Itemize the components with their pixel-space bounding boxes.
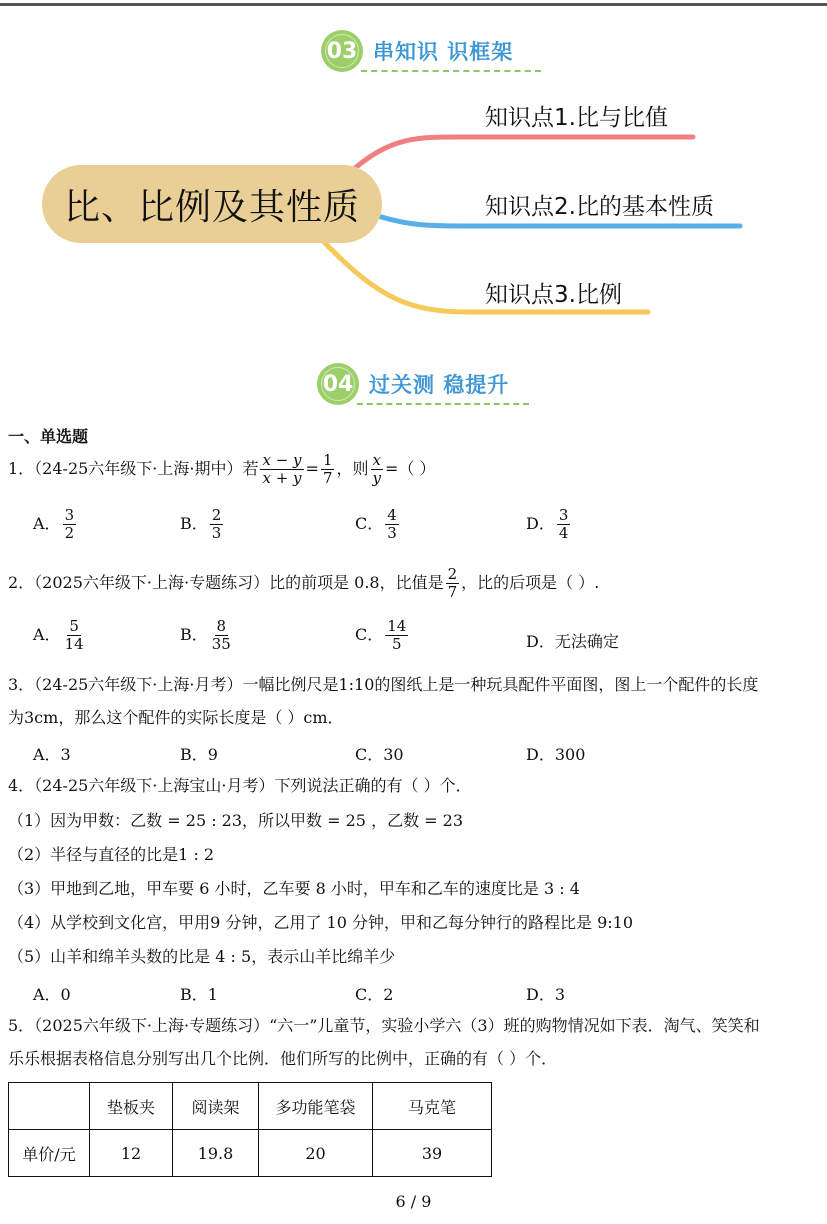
q2-option-d[interactable] bbox=[526, 629, 619, 652]
section-title: 过关测 稳提升 bbox=[369, 373, 510, 397]
q1-fraction-3 bbox=[371, 452, 383, 487]
section-number-badge: 03 bbox=[321, 30, 363, 72]
page-number: 6 / 9 bbox=[395, 1192, 432, 1211]
q3-option-c[interactable]: C．30 bbox=[355, 745, 404, 764]
denominator: 5 bbox=[392, 635, 402, 653]
table-header-cell: 多功能笔袋 bbox=[259, 1083, 373, 1130]
numerator: 2 bbox=[211, 506, 222, 524]
option-label: C． bbox=[355, 625, 384, 644]
q1-text-end: =（ ） bbox=[384, 459, 436, 478]
denominator: 14 bbox=[64, 635, 84, 653]
q4-statement-2: （2）半径与直径的比是1 : 2 bbox=[8, 845, 215, 864]
numerator: x bbox=[372, 451, 381, 469]
q3-option-a[interactable]: A．3 bbox=[33, 745, 71, 764]
option-fraction bbox=[385, 507, 399, 542]
q3-option-d[interactable]: D．300 bbox=[526, 745, 586, 764]
q1-text-a: 1．（24-25六年级下·上海·期中）若 bbox=[8, 459, 259, 478]
q2-option-c[interactable] bbox=[355, 618, 410, 653]
option-fraction bbox=[210, 507, 224, 542]
q1-equals: = bbox=[305, 459, 319, 478]
option-fraction bbox=[385, 618, 408, 653]
option-label: B． bbox=[180, 625, 208, 644]
q1-option-c[interactable] bbox=[355, 507, 401, 542]
q4-option-d[interactable]: D．3 bbox=[526, 985, 566, 1004]
option-label: C． bbox=[355, 514, 384, 533]
q4-option-c[interactable]: C．2 bbox=[355, 985, 394, 1004]
table-row bbox=[9, 1130, 492, 1177]
section-04-header bbox=[317, 363, 537, 407]
option-label: A． bbox=[33, 625, 61, 644]
table-header-cell: 阅读架 bbox=[173, 1083, 259, 1130]
section-number-badge: 04 bbox=[317, 363, 359, 405]
q4-option-a[interactable]: A．0 bbox=[33, 985, 71, 1004]
numerator: 5 bbox=[69, 617, 79, 635]
denominator: x + y bbox=[262, 469, 302, 487]
table-corner-cell bbox=[9, 1083, 90, 1130]
part-heading: 一、单选题 bbox=[8, 427, 89, 446]
q1-fraction-1 bbox=[260, 452, 303, 487]
table-header-cell: 垫板夹 bbox=[90, 1083, 173, 1130]
numerator: 3 bbox=[64, 506, 75, 524]
question-5-line-2: 乐乐根据表格信息分别写出几个比例．他们所写的比例中，正确的有（ ）个． bbox=[8, 1049, 558, 1068]
q1-option-b[interactable] bbox=[180, 507, 225, 542]
option-fraction bbox=[210, 618, 233, 653]
option-text: 无法确定 bbox=[554, 632, 619, 651]
q2-fraction bbox=[446, 566, 460, 601]
option-fraction bbox=[63, 618, 86, 653]
mindmap-root-node: 比、比例及其性质 bbox=[42, 165, 382, 243]
option-label: D． bbox=[526, 632, 555, 651]
q1-text-mid: ，则 bbox=[336, 459, 369, 478]
q4-statement-1: （1）因为甲数：乙数 = 25 : 23，所以甲数 = 25 ，乙数 = 23 bbox=[8, 811, 464, 830]
denominator: 7 bbox=[447, 583, 458, 601]
table-row-label: 单价/元 bbox=[9, 1130, 90, 1177]
denominator: y bbox=[372, 469, 381, 487]
q2-text-b: ，比的后项是（ ）. bbox=[461, 573, 600, 592]
q1-fraction-2 bbox=[321, 452, 335, 487]
branch-line-1 bbox=[355, 137, 693, 168]
q4-statement-4: （4）从学校到文化宫，甲用9 分钟，乙用了 10 分钟，甲和乙每分钟行的路程比是 9:10 bbox=[8, 913, 633, 932]
question-4-stem: 4．（24-25六年级下·上海宝山·月考）下列说法正确的有（ ）个． bbox=[8, 776, 472, 795]
table-header-row bbox=[9, 1083, 492, 1130]
mindmap-branch-1: 知识点1.比与比值 bbox=[485, 105, 668, 131]
q2-option-a[interactable] bbox=[33, 618, 88, 653]
option-label: A． bbox=[33, 514, 61, 533]
mindmap-branch-3: 知识点3.比例 bbox=[485, 282, 622, 308]
numerator: 2 bbox=[447, 565, 458, 583]
question-2-stem bbox=[8, 563, 599, 603]
option-fraction bbox=[557, 507, 571, 542]
q2-option-b[interactable] bbox=[180, 618, 235, 653]
denominator: 4 bbox=[558, 524, 569, 542]
table-cell: 39 bbox=[373, 1130, 492, 1177]
section-title: 串知识 识框架 bbox=[373, 40, 514, 64]
numerator: 3 bbox=[558, 506, 569, 524]
q3-option-b[interactable]: B．9 bbox=[180, 745, 218, 764]
dashed-underline bbox=[357, 403, 529, 405]
q4-option-b[interactable]: B．1 bbox=[180, 985, 218, 1004]
denominator: 35 bbox=[211, 635, 231, 653]
option-fraction bbox=[63, 507, 77, 542]
table-header-cell: 马克笔 bbox=[373, 1083, 492, 1130]
option-label: B． bbox=[180, 514, 208, 533]
question-3-line-1: 3．（24-25六年级下·上海·月考）一幅比例尺是1:10的图纸上是一种玩具配件平面图，图上一个配件的长度 bbox=[8, 675, 759, 694]
table-cell: 20 bbox=[259, 1130, 373, 1177]
question-5-line-1: 5．（2025六年级下·上海·专题练习）“六一”儿童节，实验小学六（3）班的购物情况如下表．淘气、笑笑和 bbox=[8, 1016, 760, 1035]
q4-statement-3: （3）甲地到乙地，甲车要 6 小时，乙车要 8 小时，甲车和乙车的速度比是 3 : 4 bbox=[8, 879, 580, 898]
mindmap-branch-2: 知识点2.比的基本性质 bbox=[485, 194, 714, 220]
question-3-line-2: 为3cm，那么这个配件的实际长度是（ ）cm． bbox=[8, 708, 344, 727]
table-cell: 19.8 bbox=[173, 1130, 259, 1177]
numerator: 1 bbox=[322, 451, 333, 469]
q1-option-a[interactable] bbox=[33, 507, 78, 542]
q1-option-d[interactable] bbox=[526, 507, 572, 542]
q2-text-a: 2．（2025六年级下·上海·专题练习）比的前项是 0.8，比值是 bbox=[8, 573, 444, 592]
denominator: 2 bbox=[64, 524, 75, 542]
price-table bbox=[8, 1082, 492, 1177]
table-cell: 12 bbox=[90, 1130, 173, 1177]
denominator: 3 bbox=[387, 524, 397, 542]
denominator: 3 bbox=[211, 524, 222, 542]
numerator: 8 bbox=[216, 617, 227, 635]
question-1-stem bbox=[8, 449, 435, 489]
numerator: 4 bbox=[387, 506, 397, 524]
numerator: x − y bbox=[262, 451, 302, 469]
numerator: 14 bbox=[387, 617, 407, 635]
q4-statement-5: （5）山羊和绵羊头数的比是 4 : 5，表示山羊比绵羊少 bbox=[8, 947, 396, 966]
denominator: 7 bbox=[322, 469, 333, 487]
option-label: D． bbox=[526, 514, 555, 533]
